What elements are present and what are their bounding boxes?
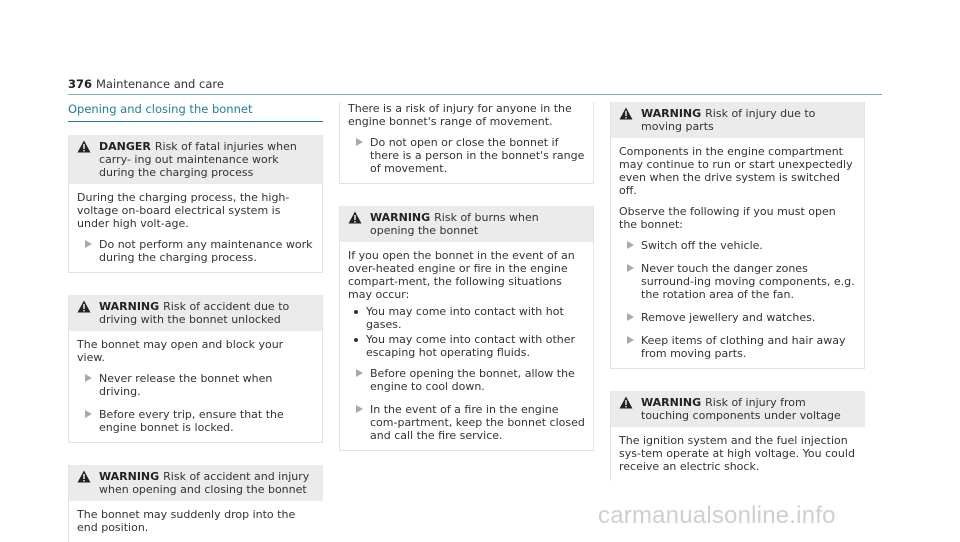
warning-box-burns <box>339 206 594 451</box>
warning-triangle-icon <box>619 396 633 409</box>
instruction-step <box>348 403 585 442</box>
step-arrow-icon <box>356 138 363 146</box>
instruction-step <box>77 238 314 264</box>
danger-body: During the charging process, the high-voltage on-board electrical system is under high volt-age. <box>77 191 290 230</box>
instruction-step <box>77 372 314 398</box>
warning-triangle-icon <box>77 470 91 483</box>
bullet-item <box>348 333 585 359</box>
danger-keyword: DANGER <box>99 140 151 153</box>
watermark: carmanualsonline.info <box>598 502 836 529</box>
warning-box-voltage <box>610 391 865 481</box>
warning-headline: Risk of accident due to driving with the bonnet unlocked <box>99 300 290 326</box>
warning-triangle-icon <box>77 140 91 153</box>
step-text: Remove jewellery and watches. <box>641 311 816 324</box>
column-3 <box>610 102 865 481</box>
step-text: Keep items of clothing and hair away from moving parts. <box>641 334 846 360</box>
warning-keyword: WARNING <box>99 470 160 483</box>
step-arrow-icon <box>627 313 634 321</box>
warning-body: The bonnet may open and block your view. <box>77 338 284 364</box>
step-arrow-icon <box>85 374 92 382</box>
instruction-step <box>348 136 585 175</box>
step-text: Do not perform any maintenance work during the charging process. <box>99 238 313 264</box>
step-text: Switch off the vehicle. <box>641 239 763 252</box>
step-text: Before opening the bonnet, allow the engine to cool down. <box>370 367 575 393</box>
step-arrow-icon <box>356 369 363 377</box>
step-text: Before every trip, ensure that the engine bonnet is locked. <box>99 408 284 434</box>
bullet-item <box>348 305 585 331</box>
warning-body: The bonnet may suddenly drop into the end position. <box>77 508 296 534</box>
warning-triangle-icon <box>348 211 362 224</box>
step-arrow-icon <box>356 405 363 413</box>
danger-box-head <box>69 135 322 184</box>
warning-body: Observe the following if you must open the bonnet: <box>619 205 836 231</box>
step-text: In the event of a fire in the engine com-partment, keep the bonnet closed and call the fire service. <box>370 403 585 442</box>
bullet-dot-icon <box>354 338 358 342</box>
warning-headline: Risk of injury due to moving parts <box>641 107 816 133</box>
warning-triangle-icon <box>619 107 633 120</box>
warning-triangle-icon <box>77 300 91 313</box>
step-text: Never touch the danger zones surround-ing moving components, e.g. the rotation area of the fan. <box>641 262 855 301</box>
warning-headline: Risk of injury from touching components under voltage <box>641 396 841 422</box>
danger-headline: Risk of fatal injuries when carry- ing out maintenance work during the charging process <box>99 140 297 179</box>
warning-box-driving <box>68 295 323 443</box>
step-text: Do not open or close the bonnet if there is a person in the bonnet's range of movement. <box>370 136 585 175</box>
step-arrow-icon <box>627 264 634 272</box>
step-text: Never release the bonnet when driving. <box>99 372 273 398</box>
continuation-body: There is a risk of injury for anyone in the engine bonnet's range of movement. <box>348 102 572 128</box>
page-header <box>68 74 882 95</box>
warning-headline: Risk of accident and injury when opening and closing the bonnet <box>99 470 310 496</box>
warning-keyword: WARNING <box>99 300 160 313</box>
bullet-dot-icon <box>354 310 358 314</box>
danger-box <box>68 135 323 273</box>
warning-keyword: WARNING <box>641 107 702 120</box>
page-title: Maintenance and care <box>96 77 224 91</box>
instruction-step <box>348 367 585 393</box>
column-1 <box>68 102 323 542</box>
step-arrow-icon <box>627 241 634 249</box>
bullet-text: You may come into contact with hot gases. <box>366 305 564 331</box>
step-arrow-icon <box>85 240 92 248</box>
instruction-step <box>619 239 856 252</box>
warning-continuation <box>339 102 594 184</box>
warning-headline: Risk of burns when opening the bonnet <box>370 211 539 237</box>
warning-box-opening <box>68 465 323 542</box>
instruction-step <box>77 408 314 434</box>
section-title: Opening and closing the bonnet <box>68 102 323 122</box>
warning-body: The ignition system and the fuel injection sys-tem operate at high voltage. You could receive an electric shock. <box>619 434 855 473</box>
warning-box-moving-parts <box>610 102 865 369</box>
bullet-text: You may come into contact with other escaping hot operating fluids. <box>366 333 576 359</box>
warning-body: If you open the bonnet in the event of an over-heated engine or fire in the engine compart-ment, the following situations may occur: <box>348 249 575 301</box>
column-2 <box>339 102 594 473</box>
instruction-step <box>619 334 856 360</box>
step-arrow-icon <box>85 410 92 418</box>
page-number: 376 <box>68 77 93 91</box>
step-arrow-icon <box>627 336 634 344</box>
bullet-list <box>348 305 585 359</box>
instruction-step <box>619 262 856 301</box>
warning-keyword: WARNING <box>370 211 431 224</box>
instruction-step <box>619 311 856 324</box>
warning-body: Components in the engine compartment may continue to run or start unexpectedly even when the drive system is switched off. <box>619 145 853 197</box>
warning-keyword: WARNING <box>641 396 702 409</box>
